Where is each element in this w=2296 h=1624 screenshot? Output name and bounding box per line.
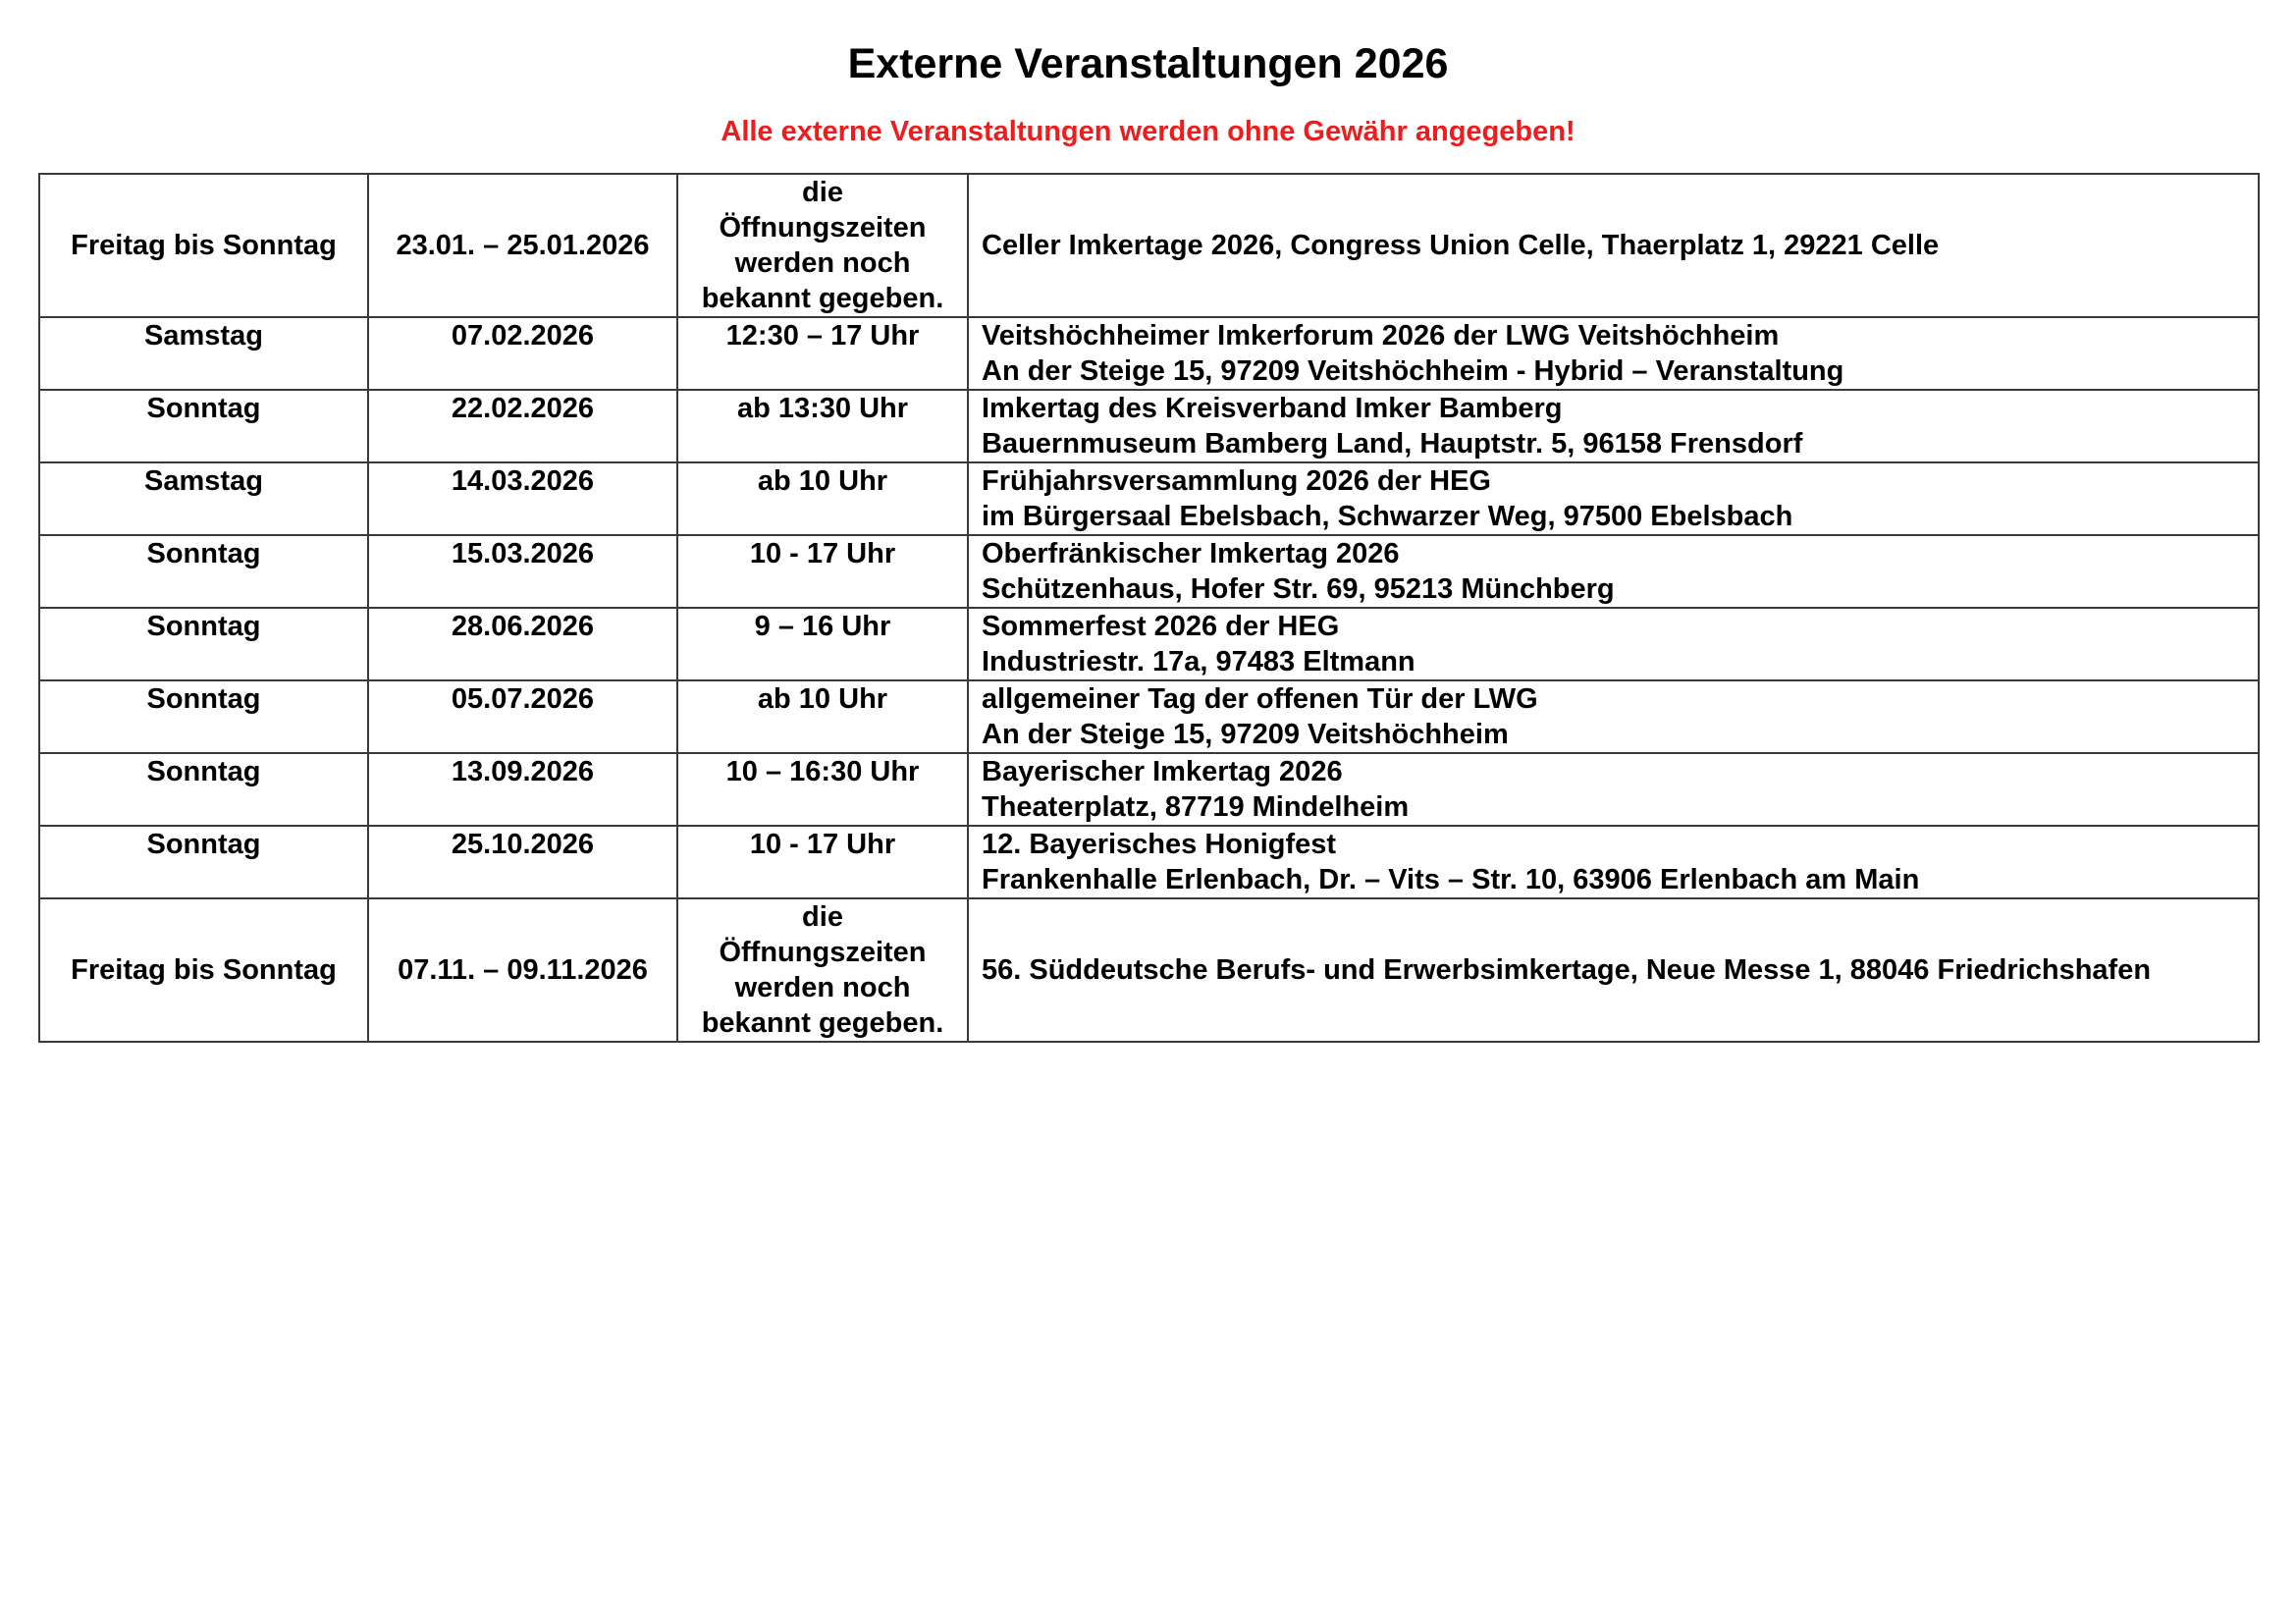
event-date: 25.10.2026 — [368, 826, 677, 898]
event-row — [39, 898, 2259, 1042]
event-day: Sonntag — [39, 826, 368, 898]
event-time-line: Öffnungszeiten — [719, 212, 927, 244]
event-date: 07.02.2026 — [368, 317, 677, 390]
event-date: 05.07.2026 — [368, 680, 677, 753]
event-time-line: Öffnungszeiten — [719, 937, 927, 968]
event-location: An der Steige 15, 97209 Veitshöchheim - Hybrid – Veranstaltung — [982, 355, 1844, 387]
event-title: Celler Imkertage 2026, Congress Union Celle, Thaerplatz 1, 29221 Celle — [982, 230, 1940, 261]
event-row — [39, 174, 2259, 317]
event-title: Sommerfest 2026 der HEG — [982, 611, 1340, 642]
event-time-line: werden noch — [734, 247, 911, 279]
event-description — [968, 390, 2259, 462]
event-description — [968, 753, 2259, 826]
event-day: Freitag bis Sonntag — [39, 174, 368, 317]
event-day: Samstag — [39, 462, 368, 535]
event-day: Sonntag — [39, 390, 368, 462]
event-time-line: die — [802, 901, 843, 933]
event-time — [677, 826, 968, 898]
event-row — [39, 608, 2259, 680]
event-day: Sonntag — [39, 680, 368, 753]
page-title: Externe Veranstaltungen 2026 — [847, 40, 1449, 87]
event-location: An der Steige 15, 97209 Veitshöchheim — [982, 719, 1509, 750]
event-description — [968, 462, 2259, 535]
event-row — [39, 462, 2259, 535]
event-time-line: bekannt gegeben. — [701, 1007, 944, 1039]
event-day: Sonntag — [39, 608, 368, 680]
event-description — [968, 608, 2259, 680]
event-time — [677, 898, 968, 1042]
event-time-line: die — [802, 177, 843, 208]
event-date: 22.02.2026 — [368, 390, 677, 462]
event-date: 07.11. – 09.11.2026 — [368, 898, 677, 1042]
event-row — [39, 390, 2259, 462]
event-location: im Bürgersaal Ebelsbach, Schwarzer Weg, 97500 Ebelsbach — [982, 501, 1793, 532]
event-description — [968, 535, 2259, 608]
event-row — [39, 680, 2259, 753]
event-description — [968, 680, 2259, 753]
event-time-line: 10 – 16:30 Uhr — [725, 756, 920, 787]
event-time-line: 10 - 17 Uhr — [749, 538, 896, 569]
event-day: Sonntag — [39, 753, 368, 826]
event-day: Samstag — [39, 317, 368, 390]
event-title: Bayerischer Imkertag 2026 — [982, 756, 1343, 787]
event-time — [677, 174, 968, 317]
event-time-line: werden noch — [734, 972, 911, 1003]
event-location: Schützenhaus, Hofer Str. 69, 95213 Münchberg — [982, 573, 1615, 605]
event-time — [677, 680, 968, 753]
event-date: 23.01. – 25.01.2026 — [368, 174, 677, 317]
event-date: 13.09.2026 — [368, 753, 677, 826]
event-time-line: ab 10 Uhr — [757, 465, 888, 497]
event-time-line: 12:30 – 17 Uhr — [725, 320, 920, 352]
disclaimer-text: Alle externe Veranstaltungen werden ohne Gewähr angegeben! — [721, 116, 1575, 147]
events-table — [38, 173, 2260, 1043]
event-row — [39, 826, 2259, 898]
event-title: Frühjahrsversammlung 2026 der HEG — [982, 465, 1491, 497]
event-time-line: ab 10 Uhr — [757, 683, 888, 715]
event-time — [677, 462, 968, 535]
event-row — [39, 535, 2259, 608]
event-description — [968, 317, 2259, 390]
event-location: Frankenhalle Erlenbach, Dr. – Vits – Str. 10, 63906 Erlenbach am Main — [982, 864, 1920, 895]
event-day: Freitag bis Sonntag — [39, 898, 368, 1042]
event-time — [677, 390, 968, 462]
event-description — [968, 898, 2259, 1042]
event-title: Oberfränkischer Imkertag 2026 — [982, 538, 1400, 569]
event-title: 12. Bayerisches Honigfest — [982, 829, 1337, 860]
event-location: Bauernmuseum Bamberg Land, Hauptstr. 5, 96158 Frensdorf — [982, 428, 1803, 460]
event-time-line: bekannt gegeben. — [701, 283, 944, 314]
event-description — [968, 826, 2259, 898]
event-row — [39, 317, 2259, 390]
event-time — [677, 535, 968, 608]
event-time — [677, 317, 968, 390]
event-location: Industriestr. 17a, 97483 Eltmann — [982, 646, 1415, 677]
event-title: 56. Süddeutsche Berufs- und Erwerbsimkertage, Neue Messe 1, 88046 Friedrichshafen — [982, 954, 2152, 986]
event-date: 15.03.2026 — [368, 535, 677, 608]
event-time — [677, 608, 968, 680]
event-time-line: 10 - 17 Uhr — [749, 829, 896, 860]
event-date: 14.03.2026 — [368, 462, 677, 535]
event-time — [677, 753, 968, 826]
event-time-line: ab 13:30 Uhr — [736, 393, 909, 424]
event-title: Veitshöchheimer Imkerforum 2026 der LWG Veitshöchheim — [982, 320, 1780, 352]
event-time-line: 9 – 16 Uhr — [754, 611, 891, 642]
event-description — [968, 174, 2259, 317]
event-date: 28.06.2026 — [368, 608, 677, 680]
event-location: Theaterplatz, 87719 Mindelheim — [982, 791, 1410, 823]
event-title: allgemeiner Tag der offenen Tür der LWG — [982, 683, 1538, 715]
event-row — [39, 753, 2259, 826]
event-day: Sonntag — [39, 535, 368, 608]
event-title: Imkertag des Kreisverband Imker Bamberg — [982, 393, 1563, 424]
